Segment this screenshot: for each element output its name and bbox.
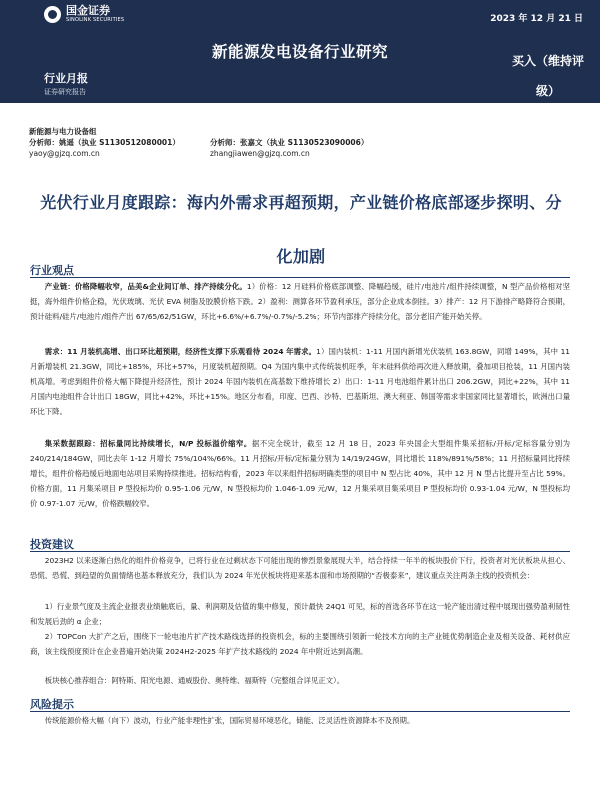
report-date: 2023 年 12 月 21 日 xyxy=(490,14,583,24)
sector-group: 新能源与电力设备组 xyxy=(29,127,97,136)
section-divider xyxy=(30,277,570,278)
report-type: 行业月报 xyxy=(44,72,88,85)
chain-body: 1）价格：12 月硅料价格底部调整、降幅趋缓，硅片/电池片/组件持续调整，N 型产品价格相对坚挺，海外组件价格企稳，光伏玻璃、光伏 EVA 树脂及胶膜价格下跌。2）盈利：测算各环节盈利承压，部分企业成本倒挂。3）排产：12 月下游排产略降符合预期，预计硅料/硅片/电池片/组件产出 67/65/62/51GW，环比+6.6%/+6.7%/-0.7%/-5.2%；环节内部排产持续分化，部分老旧产能开始关停。 xyxy=(30,282,570,321)
investment-paragraph-portfolio: 板块核心推荐组合：阿特斯、阳光电源、通威股份、奥特维、福斯特（完整组合详见正文）。 xyxy=(44,676,345,685)
logo-chinese-name: 国金证券 xyxy=(66,4,110,17)
tender-body: 据不完全统计，截至 12 月 18 日，2023 年央国企大型组件集采招标/开标/定标容量分别为 240/214/184GW，同比去年 1-12 月增长 75%/104%/66%。11 月招标/开标/定标量分别为 14/19/24GW，同比增长 118%/891%/58%；11 月招标量同比持续增长，组件价格趋缓后地面电站项目采购持续推进。招标结构看，2023 年以来组件招标明确类型的项目中 N 型占比 40%，其中 12 月 N 型占比提升至占比 59%。价格方面，11 月集采项目 P 型投标均价 0.95-1.06 元/W，N 型投标均价 1.046-1.09 元/W，12 月集采项目集采项目 P 型投标均价 0.93-1.04 元/W，N 型投标均价 0.97-1.07 元/W，价格跌幅较窄。 xyxy=(30,439,570,508)
section-heading-investment: 投资建议 xyxy=(30,538,74,551)
demand-body: 1）国内装机：1-11 月国内新增光伏装机 163.8GW，同增 149%，其中 11 月新增装机 21.3GW，同比+185%，环比+57%，月度装机超预期。Q4 为国内集中式传统装机旺季，年末硅料供给再次进入释放期，叠加项目抢装，11 月国内装机高增。考虑到组件价格大幅下降提升经济性，预计 2024 年国内装机在高基数下维持增长 2）出口：1-11 月电池组件累计出口 206.2GW，同比+22%，其中 11 月国内电池组件合计出口 18GW，同比+42%，环比+15%。地区分布看，印度、巴西、沙特、巴基斯坦、澳大利亚、韩国等需求非国家同比显著增长，欧洲出口量环比下降。 xyxy=(30,347,571,416)
risk-paragraph: 传统能源价格大幅（向下）波动，行业产能非理性扩张，国际贸易环境恶化，储能、泛灵活性资源降本不及预期。 xyxy=(44,716,415,725)
demand-lead: 需求：11 月装机高增、出口环比超预期，经济性支撑下乐观看待 2024 年需求。 xyxy=(44,347,317,356)
section-heading-viewpoint: 行业观点 xyxy=(30,264,74,277)
analyst-info xyxy=(29,126,368,159)
section-heading-risk: 风险提示 xyxy=(30,698,74,711)
logo-circle-icon xyxy=(44,6,61,23)
investment-paragraph-intro: 2023H2 以来逐渐白热化的组件价格竞争，已将行业在过剩状态下可能出现的惨烈景象展现大半，结合持续一年半的板块股价下行，投资者对光伏板块从担心、恐慌、恐慌、到趋望的负面情绪也基本释放充分，我们认为 2024 年光伏板块将迎来基本面和市场预期的“否极泰来”，建议重点关注两条主线的投资机会： xyxy=(30,556,570,580)
section-divider xyxy=(30,551,570,552)
report-header-band xyxy=(0,0,600,103)
investment-paragraph-2: 2）TOPCon 大扩产之后，围绕下一轮电池片扩产技术路线选择的投资机会，标的主要围绕引领新一轮技术方向的主产业链优势制造企业及相关设备、耗材供应商，该主线预度预计在企业普遍开始决策 2024H2-2025 年扩产技术路线的 2024 年中附近达到高潮。 xyxy=(30,632,570,656)
analyst-1: 分析师：姚遥（执业 S1130512080001） xyxy=(29,138,180,147)
viewpoint-paragraph-chain xyxy=(30,279,570,324)
report-department: 证券研究报告 xyxy=(44,88,86,96)
rating-badge: 买入（维持评级） xyxy=(511,54,584,98)
section-divider xyxy=(30,711,570,712)
logo-english-name: SINOLINK SECURITIES xyxy=(66,17,125,23)
analyst-2-email[interactable]: zhangjiawen@gjzq.com.cn xyxy=(210,149,310,158)
report-main-title: 光伏行业月度跟踪：海内外需求再超预期，产业链价格底部逐步探明、分化加剧 xyxy=(40,193,562,266)
viewpoint-paragraph-demand xyxy=(30,344,570,419)
chain-lead: 产业链：价格降幅收窄，品美&企业间订单、排产持续分化。 xyxy=(44,282,247,291)
investment-paragraph-1: 1）行业景气度及主流企业报表业绩触底后，量、利润期及估值的集中修复，预计最快 24Q1 可见，标的首选各环节在这一轮产能出清过程中展现出强势盈利韧性和发展后劲的 α 企业； xyxy=(30,602,570,626)
tender-lead: 集采数据跟踪：招标量同比持续增长，N/P 投标溢价缩窄。 xyxy=(44,439,252,448)
company-logo xyxy=(44,5,124,23)
analyst-2: 分析师：张嘉文（执业 S1130523090006） xyxy=(210,138,369,147)
report-industry-title: 新能源发电设备行业研究 xyxy=(212,43,389,61)
analyst-1-email[interactable]: yaoy@gjzq.com.cn xyxy=(29,149,100,158)
viewpoint-paragraph-tender xyxy=(30,436,570,511)
